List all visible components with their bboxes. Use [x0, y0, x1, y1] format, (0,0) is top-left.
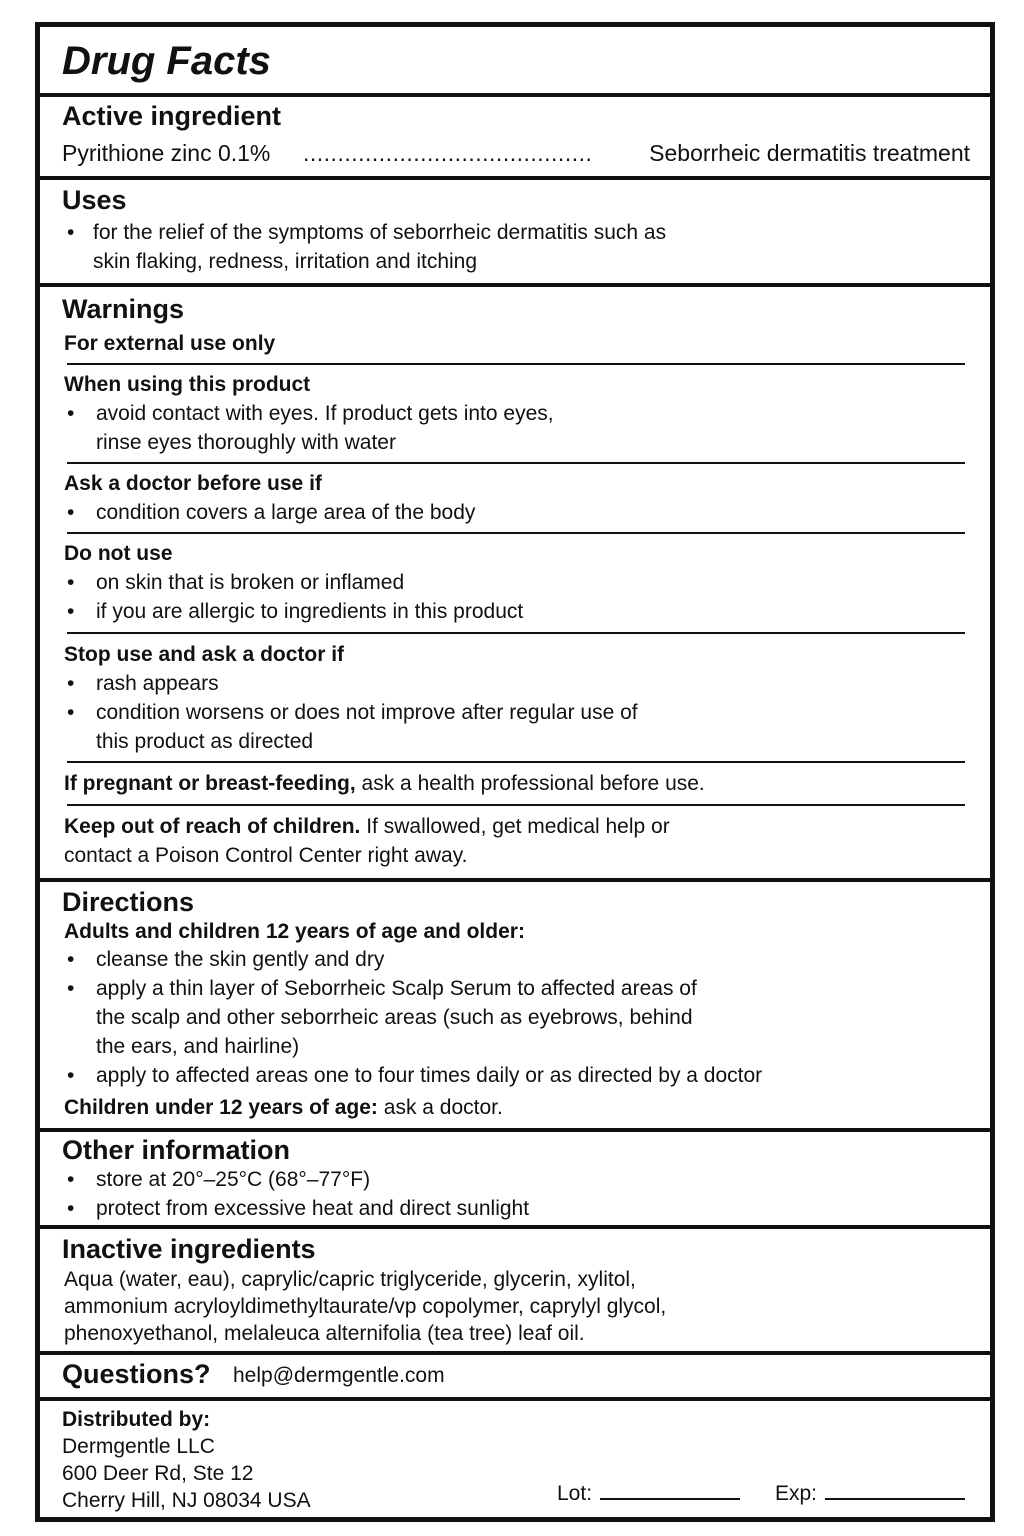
distributor-line: Dermgentle LLC — [62, 1435, 215, 1458]
keep-out-warning-text-2: contact a Poison Control Center right away. — [64, 844, 468, 867]
other-info-line: store at 20°–25°C (68°–77°F) — [96, 1168, 371, 1191]
inactive-line: ammonium acryloyldimethyltaurate/vp copolymer, caprylyl glycol, — [64, 1295, 667, 1318]
distributor-line: 600 Deer Rd, Ste 12 — [62, 1462, 254, 1485]
divider — [40, 1225, 990, 1229]
inactive-line: phenoxyethanol, melaleuca alternifolia (tea tree) leaf oil. — [64, 1322, 585, 1345]
uses-heading: Uses — [62, 185, 127, 215]
leader-dots: .......................................... — [303, 140, 593, 166]
active-ingredient-heading: Active ingredient — [62, 101, 282, 131]
directions-line: cleanse the skin gently and dry — [96, 948, 385, 971]
directions-children-bold: Children under 12 years of age: — [64, 1096, 378, 1119]
keep-out-warning-bold: Keep out of reach of children. — [64, 815, 361, 838]
divider — [40, 93, 990, 97]
divider — [67, 532, 965, 534]
divider — [67, 632, 965, 634]
stop-use-line: rash appears — [96, 672, 219, 695]
ask-doctor-heading: Ask a doctor before use if — [64, 472, 322, 495]
bullet: • — [67, 701, 75, 724]
divider — [40, 283, 990, 287]
bullet: • — [67, 1197, 75, 1220]
directions-children-text: ask a doctor. — [383, 1096, 503, 1119]
keep-out-warning-text: If swallowed, get medical help or — [366, 815, 670, 838]
directions-adults: Adults and children 12 years of age and older: — [64, 920, 525, 943]
bullet: • — [67, 977, 75, 1000]
active-ingredient-name: Pyrithione zinc 0.1% — [62, 140, 271, 166]
directions-children — [64, 1096, 503, 1120]
do-not-use-heading: Do not use — [64, 542, 173, 565]
directions-line: the ears, and hairline) — [96, 1035, 300, 1058]
lot-blank — [600, 1480, 740, 1500]
other-info-heading: Other information — [62, 1135, 290, 1165]
directions-line: apply to affected areas one to four times daily or as directed by a doctor — [96, 1064, 763, 1087]
exp-field — [775, 1480, 965, 1506]
lot-field — [557, 1480, 740, 1506]
do-not-use-line: if you are allergic to ingredients in this product — [96, 600, 524, 623]
directions-line: the scalp and other seborrheic areas (such as eyebrows, behind — [96, 1006, 693, 1029]
external-use-note: For external use only — [64, 332, 276, 355]
uses-line: for the relief of the symptoms of seborrheic dermatitis such as — [93, 221, 667, 244]
when-using-heading: When using this product — [64, 373, 311, 396]
divider — [40, 878, 990, 882]
page-title: Drug Facts — [62, 39, 271, 83]
bullet: • — [67, 571, 75, 594]
when-using-line: avoid contact with eyes. If product gets into eyes, — [96, 402, 554, 425]
divider — [67, 804, 965, 806]
divider — [40, 1397, 990, 1401]
do-not-use-line: on skin that is broken or inflamed — [96, 571, 405, 594]
divider — [40, 176, 990, 180]
exp-label: Exp: — [775, 1482, 818, 1505]
lot-label: Lot: — [557, 1482, 593, 1505]
directions-line: apply a thin layer of Seborrheic Scalp Serum to affected areas of — [96, 977, 697, 1000]
bullet: • — [67, 948, 75, 971]
bullet: • — [67, 672, 75, 695]
directions-heading: Directions — [62, 887, 195, 917]
pregnant-warning-bold: If pregnant or breast-feeding, — [64, 772, 356, 795]
drug-facts-panel — [35, 22, 995, 1522]
questions-heading: Questions? — [62, 1359, 211, 1389]
warnings-heading: Warnings — [62, 294, 185, 324]
stop-use-heading: Stop use and ask a doctor if — [64, 643, 345, 666]
bullet: • — [67, 600, 75, 623]
pregnant-warning — [64, 772, 705, 796]
distributor-line: Cherry Hill, NJ 08034 USA — [62, 1489, 311, 1512]
inactive-line: Aqua (water, eau), caprylic/capric triglyceride, glycerin, xylitol, — [64, 1268, 636, 1291]
stop-use-line: condition worsens or does not improve after regular use of — [96, 701, 638, 724]
bullet: • — [67, 1064, 75, 1087]
other-info-line: protect from excessive heat and direct sunlight — [96, 1197, 530, 1220]
exp-blank — [825, 1480, 965, 1500]
divider — [67, 462, 965, 464]
active-ingredient-purpose: Seborrheic dermatitis treatment — [649, 140, 970, 166]
stop-use-line: this product as directed — [96, 730, 314, 753]
questions-email[interactable]: help@dermgentle.com — [233, 1364, 445, 1387]
divider — [40, 1128, 990, 1132]
inactive-heading: Inactive ingredients — [62, 1234, 316, 1264]
bullet: • — [67, 402, 75, 425]
divider — [67, 761, 965, 763]
ask-doctor-line: condition covers a large area of the body — [96, 501, 476, 524]
bullet: • — [67, 1168, 75, 1191]
keep-out-warning — [64, 815, 670, 839]
divider — [67, 363, 965, 365]
bullet: • — [67, 221, 75, 244]
when-using-line: rinse eyes thoroughly with water — [96, 431, 396, 454]
pregnant-warning-text: ask a health professional before use. — [361, 772, 705, 795]
uses-line: skin flaking, redness, irritation and itching — [93, 250, 478, 273]
distributor-heading: Distributed by: — [62, 1408, 211, 1431]
divider — [40, 1351, 990, 1355]
bullet: • — [67, 501, 75, 524]
